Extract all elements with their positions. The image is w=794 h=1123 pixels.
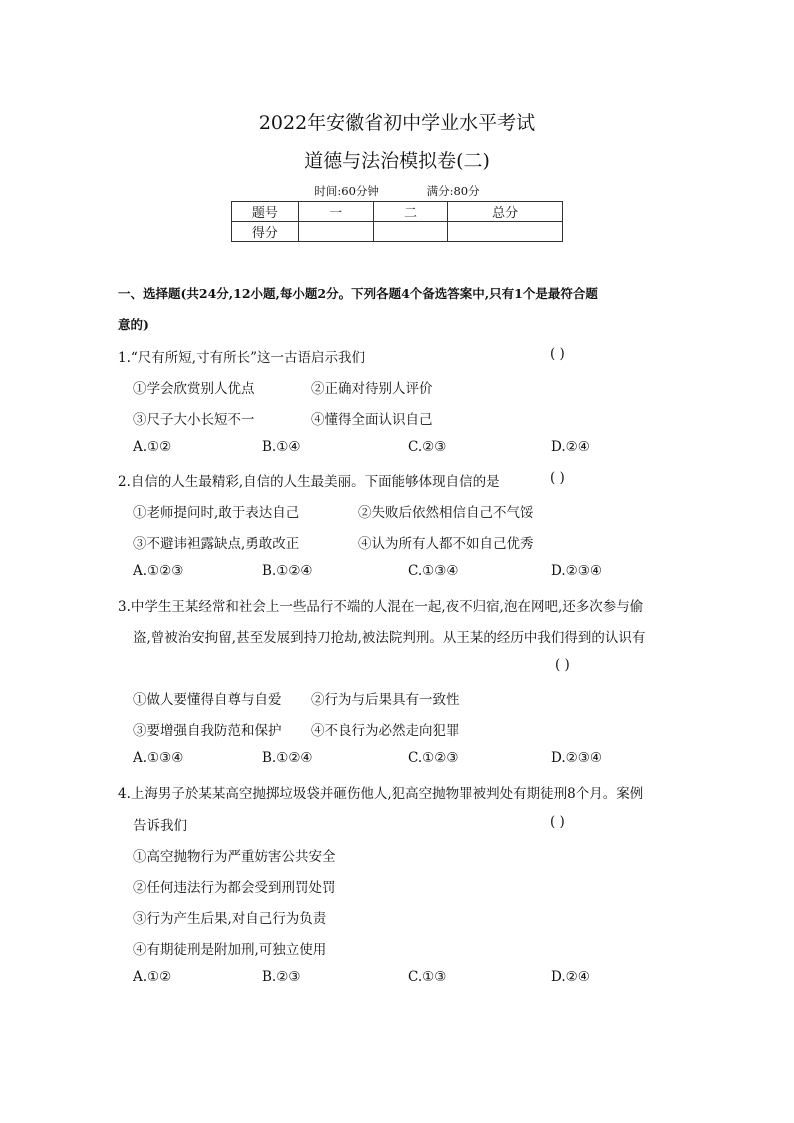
score-table-cell	[373, 222, 448, 242]
section-intro: 一、选择题(共24分,12小题,每小题2分。下列各题4个备选答案中,只有1个是最符合题	[118, 286, 598, 301]
statement-item: ③不避讳袒露缺点,勇敢改正	[133, 536, 300, 552]
answer-option: B.②③	[262, 969, 301, 985]
score-table-score-row	[232, 222, 563, 242]
question-stem: 1.“尺有所短,寸有所长”这一古语启示我们	[118, 350, 365, 366]
score-table	[231, 201, 563, 242]
exam-meta	[0, 183, 794, 199]
statement-item: ④懂得全面认识自己	[311, 412, 433, 428]
statement-item: ④有期徒刑是附加刑,可独立使用	[133, 942, 327, 958]
statement-item: ③要增强自我防范和保护	[133, 723, 282, 739]
answer-option: D.②③④	[551, 750, 602, 766]
statement-item: ②正确对待别人评价	[311, 381, 433, 397]
score-table-cell: 得分	[232, 222, 299, 242]
answer-option: D.②③④	[551, 563, 602, 579]
statement-item: ③行为产生后果,对自己行为负责	[133, 911, 327, 927]
answer-option: A.①②	[133, 969, 172, 985]
answer-option: C.②③	[408, 439, 447, 455]
answer-option: A.①②	[133, 439, 172, 455]
statement-item: ③尺子大小长短不一	[133, 412, 255, 428]
question-stem: 4.上海男子於某某高空抛掷垃圾袋并砸伤他人,犯高空抛物罪被判处有期徒刑8个月。案例	[118, 786, 644, 802]
statement-item: ②行为与后果具有一致性	[311, 692, 460, 708]
section-intro: 意的)	[118, 317, 149, 332]
answer-option: B.①④	[262, 439, 301, 455]
answer-option: B.①②④	[262, 750, 313, 766]
answer-option: A.①③④	[133, 750, 184, 766]
score-table-cell: 总分	[448, 202, 563, 222]
answer-option: B.①②④	[262, 563, 313, 579]
answer-parenthesis: ( )	[550, 814, 565, 830]
answer-parenthesis: ( )	[550, 470, 565, 486]
answer-option: A.①②③	[133, 563, 184, 579]
statement-item: ①高空抛物行为严重妨害公共安全	[133, 849, 336, 865]
time-limit: 时间:60分钟	[314, 184, 379, 198]
answer-option: C.①③④	[408, 563, 459, 579]
answer-option: D.②④	[551, 439, 590, 455]
score-table-cell: 二	[373, 202, 448, 222]
statement-item: ④不良行为必然走向犯罪	[311, 723, 460, 739]
answer-option: C.①②③	[408, 750, 459, 766]
exam-title: 2022年安徽省初中学业水平考试	[258, 112, 536, 134]
exam-subtitle: 道德与法治模拟卷(二)	[304, 150, 490, 172]
statement-item: ②失败后依然相信自己不气馁	[358, 505, 534, 521]
statement-item: ①做人要懂得自尊与自爱	[133, 692, 282, 708]
question-stem: 告诉我们	[133, 818, 187, 834]
score-table-cell	[298, 222, 373, 242]
score-table-cell: 一	[298, 202, 373, 222]
answer-parenthesis: ( )	[555, 657, 570, 673]
full-score: 满分:80分	[426, 184, 480, 198]
score-table-cell: 题号	[232, 202, 299, 222]
statement-item: ④认为所有人都不如自己优秀	[358, 536, 534, 552]
score-table-header-row	[232, 202, 563, 222]
answer-option: D.②④	[551, 969, 590, 985]
question-stem: 3.中学生王某经常和社会上一些品行不端的人混在一起,夜不归宿,泡在网吧,还多次参与偷	[118, 599, 644, 615]
answer-parenthesis: ( )	[550, 346, 565, 362]
answer-option: C.①③	[408, 969, 447, 985]
statement-item: ①老师提问时,敢于表达自己	[133, 505, 300, 521]
statement-item: ②任何违法行为都会受到刑罚处罚	[133, 880, 336, 896]
question-stem: 2.自信的人生最精彩,自信的人生最美丽。下面能够体现自信的是	[118, 474, 500, 490]
statement-item: ①学会欣赏别人优点	[133, 381, 255, 397]
question-stem: 盗,曾被治安拘留,甚至发展到持刀抢劫,被法院判刑。从王某的经历中我们得到的认识有	[133, 630, 646, 646]
score-table-cell	[448, 222, 563, 242]
